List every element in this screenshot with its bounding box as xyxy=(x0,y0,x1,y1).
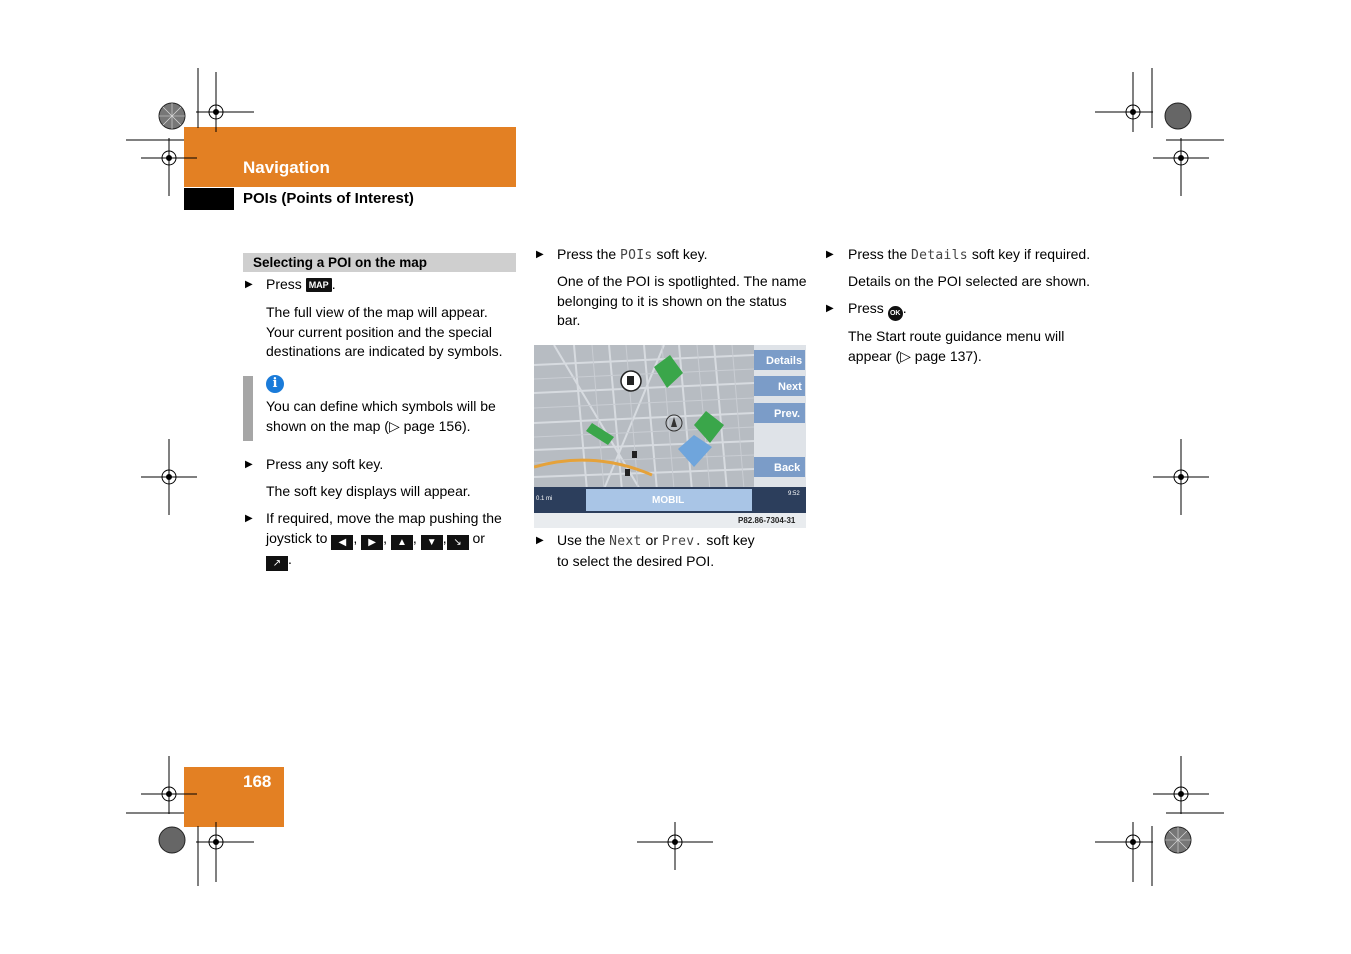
bullet-icon: ▶ xyxy=(536,249,544,260)
bullet-icon: ▶ xyxy=(245,513,253,524)
text-fragment: soft key. xyxy=(656,246,708,262)
joystick-line: joystick to ◀ , ▶ , ▲ , ▼ , ↘ or xyxy=(266,529,485,548)
subsection-title: POIs (Points of Interest) xyxy=(243,190,414,207)
text-line: The Start route guidance menu will xyxy=(848,328,1065,344)
text-line: belonging to it is shown on the status xyxy=(557,292,787,309)
text-fragment: Press the xyxy=(848,246,908,262)
ok-button-icon: OK xyxy=(888,306,903,321)
step-text: Press xyxy=(266,276,302,292)
status-name: MOBIL xyxy=(652,495,685,506)
softkey-name: Prev. xyxy=(661,534,703,549)
figure-caption: P82.86-7304-31 xyxy=(738,516,796,525)
paragraph-details: Details on the POI selected are shown. xyxy=(848,273,1091,289)
text-line: bar. xyxy=(557,312,581,328)
arrow-left-icon: ◀ xyxy=(331,535,353,550)
status-right: 9:52 xyxy=(788,491,800,497)
section-heading-text: Selecting a POI on the map xyxy=(253,255,428,270)
bullet-icon: ▶ xyxy=(826,249,834,260)
text-line: to select the desired POI. xyxy=(557,552,715,569)
softkey-details: Details xyxy=(766,355,803,367)
text-line: destinations are indicated by symbols. xyxy=(266,343,503,359)
text-line: shown on the map (▷ page 156). xyxy=(266,417,471,434)
page-number: 168 xyxy=(243,772,272,791)
status-left: 0.1 mi xyxy=(536,496,553,502)
softkey-prev: Prev. xyxy=(774,408,801,420)
text-line: The full view of the map will appear. xyxy=(266,304,488,320)
paragraph-softkey: The soft key displays will appear. xyxy=(266,483,471,499)
text-fragment: soft key xyxy=(706,532,755,548)
step-suffix: . xyxy=(331,276,336,292)
text-line: Your current position and the special xyxy=(266,323,492,340)
bullet-icon: ▶ xyxy=(245,279,253,290)
text-line: One of the POI is spotlighted. The name xyxy=(557,273,807,289)
starburst-icons xyxy=(159,103,1191,853)
text-fragment: Use the xyxy=(557,532,606,548)
section-title: Navigation xyxy=(243,158,330,177)
step-press-softkey: Press any soft key. xyxy=(266,456,384,472)
softkey-next: Next xyxy=(778,381,802,393)
text-fragment: Press xyxy=(848,300,884,316)
softkey-back: Back xyxy=(774,462,801,474)
bullet-icon: ▶ xyxy=(826,303,834,314)
softkey-name: POIs xyxy=(620,248,653,263)
map-key-icon: MAP xyxy=(306,278,332,292)
text-line: appear (▷ page 137). xyxy=(848,347,982,364)
text-fragment: soft key if required. xyxy=(971,246,1091,262)
arrow-right-icon: ▶ xyxy=(361,535,383,550)
text-fragment: or xyxy=(645,532,658,548)
arrow-diagonal-up-icon: ↗ xyxy=(266,556,288,571)
softkey-name: Next xyxy=(609,534,642,549)
arrow-up-icon: ▲ xyxy=(391,535,413,550)
text-line: You can define which symbols will be xyxy=(266,398,496,414)
joystick-line-2: ↗ . xyxy=(266,550,526,571)
text-fragment: Press the xyxy=(557,246,617,262)
text-fragment: joystick to xyxy=(266,529,328,546)
softkey-name: Details xyxy=(911,248,968,263)
text-fragment: or xyxy=(472,529,485,546)
arrow-diagonal-down-icon: ↘ xyxy=(447,535,469,550)
text-line: If required, move the map pushing the xyxy=(266,510,502,526)
arrow-down-icon: ▼ xyxy=(421,535,443,550)
bullet-icon: ▶ xyxy=(245,459,253,470)
text-fragment: . xyxy=(902,300,907,316)
bullet-icon: ▶ xyxy=(536,535,544,546)
registration-target-icons xyxy=(141,72,1209,882)
info-icon: i xyxy=(266,375,284,393)
